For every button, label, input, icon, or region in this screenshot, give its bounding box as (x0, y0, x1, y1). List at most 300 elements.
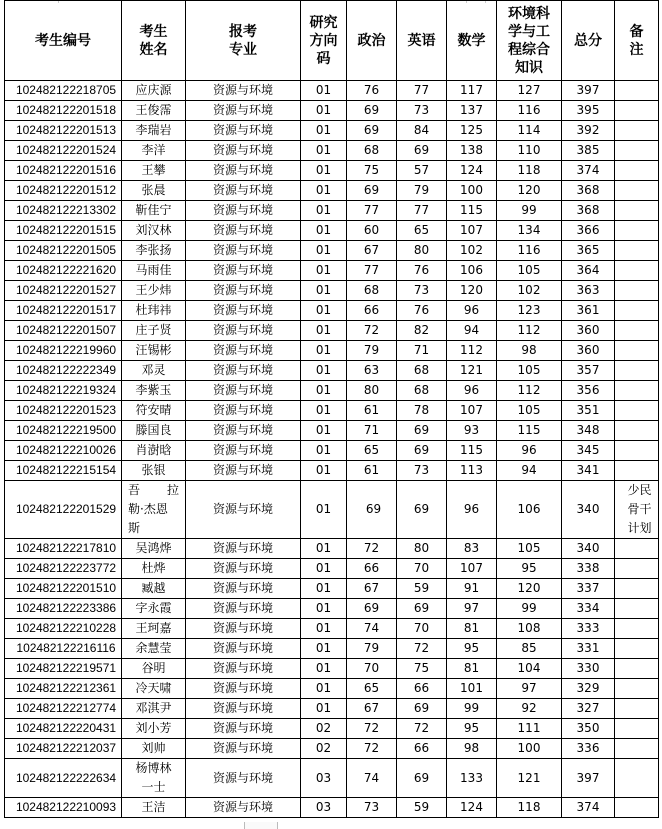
candidate-name: 吴鸿烨 (122, 539, 186, 559)
major: 资源与环境 (186, 659, 301, 679)
candidate-id: 102482122221620 (5, 261, 122, 281)
math-score: 95 (447, 639, 497, 659)
math-score: 97 (447, 599, 497, 619)
direction-code: 01 (301, 301, 347, 321)
table-row (5, 321, 659, 341)
total-score: 338 (562, 559, 615, 579)
candidate-name: 王少炜 (122, 281, 186, 301)
candidate-id: 102482122201515 (5, 221, 122, 241)
politics-score: 67 (347, 699, 397, 719)
candidate-id: 102482122210026 (5, 441, 122, 461)
english-score: 72 (397, 719, 447, 739)
note (615, 679, 659, 699)
env-score: 105 (497, 401, 562, 421)
note (615, 81, 659, 101)
note (615, 659, 659, 679)
major: 资源与环境 (186, 141, 301, 161)
note (615, 719, 659, 739)
header-candidate-id: 考生编号 (5, 1, 122, 81)
header-env-science (497, 1, 562, 81)
candidate-name: 张晨 (122, 181, 186, 201)
total-score: 368 (562, 201, 615, 221)
candidate-name-line1: 杨博林 (135, 761, 172, 775)
english-score: 70 (397, 619, 447, 639)
table-row (5, 441, 659, 461)
table-row (5, 101, 659, 121)
env-score: 112 (497, 321, 562, 341)
total-score: 337 (562, 579, 615, 599)
candidate-name-char-2: 拉 (166, 483, 179, 497)
math-score: 98 (447, 739, 497, 759)
total-score: 392 (562, 121, 615, 141)
english-score: 68 (397, 381, 447, 401)
total-score: 374 (562, 798, 615, 818)
total-score: 364 (562, 261, 615, 281)
candidate-name: 字永霞 (122, 599, 186, 619)
candidate-name: 马雨佳 (122, 261, 186, 281)
table-row (5, 719, 659, 739)
note (615, 639, 659, 659)
header-row (5, 1, 659, 81)
math-score: 99 (447, 699, 497, 719)
env-score: 110 (497, 141, 562, 161)
direction-code: 01 (301, 161, 347, 181)
direction-code: 01 (301, 281, 347, 301)
candidate-id: 102482122210228 (5, 619, 122, 639)
english-score: 69 (397, 441, 447, 461)
candidate-name: 冷天啸 (122, 679, 186, 699)
total-score: 397 (562, 759, 615, 798)
politics-score: 61 (347, 461, 397, 481)
env-score: 120 (497, 181, 562, 201)
major: 资源与环境 (186, 639, 301, 659)
total-score: 331 (562, 639, 615, 659)
note (615, 759, 659, 798)
english-score: 57 (397, 161, 447, 181)
note (615, 241, 659, 261)
note-line3: 计划 (627, 521, 652, 535)
major: 资源与环境 (186, 401, 301, 421)
direction-code: 01 (301, 101, 347, 121)
major: 资源与环境 (186, 461, 301, 481)
direction-code: 02 (301, 739, 347, 759)
major: 资源与环境 (186, 759, 301, 798)
direction-code: 01 (301, 81, 347, 101)
direction-code: 01 (301, 401, 347, 421)
english-score: 77 (397, 201, 447, 221)
english-score: 70 (397, 559, 447, 579)
english-score: 79 (397, 181, 447, 201)
total-score: 368 (562, 181, 615, 201)
table-row (5, 798, 659, 818)
major: 资源与环境 (186, 181, 301, 201)
table-row (5, 81, 659, 101)
candidate-name: 王洁 (122, 798, 186, 818)
candidate-id: 102482122201529 (5, 481, 122, 539)
table-body (5, 81, 659, 818)
env-score: 120 (497, 579, 562, 599)
table-row (5, 341, 659, 361)
env-score: 116 (497, 241, 562, 261)
table-row (5, 401, 659, 421)
header-env-line4: 知识 (515, 59, 543, 76)
candidate-id: 102482122201513 (5, 121, 122, 141)
candidate-name (122, 759, 186, 798)
candidate-id: 102482122201527 (5, 281, 122, 301)
header-note-line2: 注 (629, 41, 644, 58)
note (615, 301, 659, 321)
table-row (5, 141, 659, 161)
direction-code: 01 (301, 619, 347, 639)
header-major-line1: 报考 (229, 23, 257, 40)
direction-code: 01 (301, 381, 347, 401)
candidate-id: 102482122217810 (5, 539, 122, 559)
total-score: 395 (562, 101, 615, 121)
header-note-line1: 备 (629, 23, 644, 40)
english-score: 66 (397, 739, 447, 759)
env-score: 105 (497, 539, 562, 559)
header-env-line2: 学与工 (508, 23, 550, 40)
politics-score: 72 (347, 539, 397, 559)
page-edge-mark-bottom (244, 822, 278, 829)
header-politics: 政治 (347, 1, 397, 81)
total-score: 340 (562, 481, 615, 539)
candidate-name: 王俊霈 (122, 101, 186, 121)
major: 资源与环境 (186, 579, 301, 599)
major: 资源与环境 (186, 101, 301, 121)
major: 资源与环境 (186, 421, 301, 441)
candidate-name: 应庆源 (122, 81, 186, 101)
env-score: 108 (497, 619, 562, 639)
english-score: 73 (397, 101, 447, 121)
politics-score: 65 (347, 441, 397, 461)
table-row (5, 559, 659, 579)
env-score: 127 (497, 81, 562, 101)
math-score: 112 (447, 341, 497, 361)
direction-code: 01 (301, 241, 347, 261)
note (615, 579, 659, 599)
header-total: 总分 (562, 1, 615, 81)
major: 资源与环境 (186, 679, 301, 699)
candidate-id: 102482122223772 (5, 559, 122, 579)
env-score: 98 (497, 341, 562, 361)
total-score: 341 (562, 461, 615, 481)
header-dir-line1: 研究 (309, 14, 338, 31)
direction-code: 03 (301, 798, 347, 818)
english-score: 73 (397, 281, 447, 301)
header-name-line2: 姓名 (139, 41, 168, 58)
politics-score: 69 (347, 181, 397, 201)
candidate-id: 102482122201524 (5, 141, 122, 161)
direction-code: 01 (301, 221, 347, 241)
table-row (5, 241, 659, 261)
major: 资源与环境 (186, 798, 301, 818)
table-row (5, 739, 659, 759)
table-row (5, 201, 659, 221)
candidate-name (122, 481, 186, 539)
env-score: 115 (497, 421, 562, 441)
candidate-name: 刘小芳 (122, 719, 186, 739)
candidate-name: 庄子贤 (122, 321, 186, 341)
total-score: 357 (562, 361, 615, 381)
candidate-name: 杜玮祎 (122, 301, 186, 321)
candidate-id: 102482122220431 (5, 719, 122, 739)
candidate-id: 102482122201517 (5, 301, 122, 321)
english-score: 69 (397, 141, 447, 161)
major: 资源与环境 (186, 341, 301, 361)
major: 资源与环境 (186, 221, 301, 241)
note (615, 221, 659, 241)
header-name-line1: 考生 (139, 23, 168, 40)
table-row (5, 539, 659, 559)
math-score: 94 (447, 321, 497, 341)
note (615, 619, 659, 639)
math-score: 83 (447, 539, 497, 559)
english-score: 76 (397, 261, 447, 281)
env-score: 123 (497, 301, 562, 321)
politics-score: 72 (347, 739, 397, 759)
candidate-id: 102482122219571 (5, 659, 122, 679)
direction-code: 01 (301, 679, 347, 699)
politics-score: 66 (347, 301, 397, 321)
total-score: 366 (562, 221, 615, 241)
table-row (5, 421, 659, 441)
candidate-name: 滕国良 (122, 421, 186, 441)
candidate-name: 余慧莹 (122, 639, 186, 659)
table-row (5, 679, 659, 699)
note (615, 401, 659, 421)
table-row (5, 381, 659, 401)
major: 资源与环境 (186, 599, 301, 619)
env-score: 118 (497, 798, 562, 818)
candidate-name: 张银 (122, 461, 186, 481)
direction-code: 01 (301, 321, 347, 341)
direction-code: 01 (301, 539, 347, 559)
major: 资源与环境 (186, 481, 301, 539)
table-row (5, 619, 659, 639)
note (615, 181, 659, 201)
politics-score: 67 (347, 241, 397, 261)
major: 资源与环境 (186, 381, 301, 401)
note (615, 261, 659, 281)
total-score: 361 (562, 301, 615, 321)
english-score: 59 (397, 798, 447, 818)
table-row (5, 659, 659, 679)
politics-score: 70 (347, 659, 397, 679)
candidate-id: 102482122212361 (5, 679, 122, 699)
english-score: 80 (397, 241, 447, 261)
table-row (5, 639, 659, 659)
candidate-name: 肖澍晗 (122, 441, 186, 461)
total-score: 334 (562, 599, 615, 619)
candidate-name-line2: 勒·杰恩 (128, 502, 168, 516)
total-score: 336 (562, 739, 615, 759)
total-score: 329 (562, 679, 615, 699)
note-line1: 少民 (627, 483, 652, 497)
direction-code: 01 (301, 441, 347, 461)
math-score: 133 (447, 759, 497, 798)
politics-score: 73 (347, 798, 397, 818)
total-score: 327 (562, 699, 615, 719)
math-score: 115 (447, 201, 497, 221)
politics-score: 77 (347, 201, 397, 221)
note (615, 441, 659, 461)
total-score: 330 (562, 659, 615, 679)
politics-score: 69 (347, 101, 397, 121)
env-score: 112 (497, 381, 562, 401)
note (615, 739, 659, 759)
env-score: 105 (497, 261, 562, 281)
math-score: 93 (447, 421, 497, 441)
math-score: 117 (447, 81, 497, 101)
direction-code: 02 (301, 719, 347, 739)
major: 资源与环境 (186, 699, 301, 719)
note (615, 798, 659, 818)
candidate-id: 102482122218705 (5, 81, 122, 101)
admission-scores-table (4, 0, 659, 818)
direction-code: 01 (301, 361, 347, 381)
candidate-name: 王珂嘉 (122, 619, 186, 639)
env-score: 92 (497, 699, 562, 719)
major: 资源与环境 (186, 261, 301, 281)
total-score: 340 (562, 539, 615, 559)
politics-score: 61 (347, 401, 397, 421)
table-row (5, 461, 659, 481)
direction-code: 01 (301, 559, 347, 579)
politics-score: 72 (347, 719, 397, 739)
english-score: 69 (397, 599, 447, 619)
candidate-name: 李瑞岩 (122, 121, 186, 141)
candidate-id: 102482122212037 (5, 739, 122, 759)
env-score: 134 (497, 221, 562, 241)
table-row (5, 261, 659, 281)
note (615, 539, 659, 559)
env-score: 97 (497, 679, 562, 699)
politics-score: 75 (347, 161, 397, 181)
table-row (5, 361, 659, 381)
direction-code: 01 (301, 481, 347, 539)
note (615, 461, 659, 481)
total-score: 360 (562, 321, 615, 341)
header-english: 英语 (397, 1, 447, 81)
env-score: 85 (497, 639, 562, 659)
note (615, 101, 659, 121)
total-score: 363 (562, 281, 615, 301)
english-score: 78 (397, 401, 447, 421)
candidate-id: 102482122216116 (5, 639, 122, 659)
major: 资源与环境 (186, 559, 301, 579)
major: 资源与环境 (186, 281, 301, 301)
total-score: 351 (562, 401, 615, 421)
candidate-name: 李洋 (122, 141, 186, 161)
note (615, 381, 659, 401)
env-score: 111 (497, 719, 562, 739)
header-direction-code (301, 1, 347, 81)
candidate-id: 102482122219500 (5, 421, 122, 441)
direction-code: 01 (301, 659, 347, 679)
politics-score: 74 (347, 759, 397, 798)
env-score: 116 (497, 101, 562, 121)
direction-code: 01 (301, 341, 347, 361)
math-score: 96 (447, 381, 497, 401)
table-row (5, 599, 659, 619)
major: 资源与环境 (186, 619, 301, 639)
candidate-id: 102482122222349 (5, 361, 122, 381)
candidate-id: 102482122201510 (5, 579, 122, 599)
english-score: 82 (397, 321, 447, 341)
env-score: 121 (497, 759, 562, 798)
math-score: 100 (447, 181, 497, 201)
note-line2: 骨干 (627, 502, 652, 516)
env-score: 102 (497, 281, 562, 301)
math-score: 124 (447, 161, 497, 181)
candidate-id: 102482122212774 (5, 699, 122, 719)
direction-code: 01 (301, 639, 347, 659)
candidate-id: 102482122219960 (5, 341, 122, 361)
candidate-name: 臧越 (122, 579, 186, 599)
english-score: 71 (397, 341, 447, 361)
header-env-line1: 环境科 (508, 5, 550, 22)
direction-code: 01 (301, 461, 347, 481)
english-score: 65 (397, 221, 447, 241)
header-dir-line2: 方向 (309, 32, 338, 49)
candidate-name: 邓灵 (122, 361, 186, 381)
math-score: 124 (447, 798, 497, 818)
total-score: 365 (562, 241, 615, 261)
math-score: 81 (447, 659, 497, 679)
major: 资源与环境 (186, 321, 301, 341)
total-score: 348 (562, 421, 615, 441)
table-row (5, 699, 659, 719)
table-row (5, 221, 659, 241)
math-score: 113 (447, 461, 497, 481)
major: 资源与环境 (186, 121, 301, 141)
candidate-id: 102482122201516 (5, 161, 122, 181)
candidate-id: 102482122223386 (5, 599, 122, 619)
note (615, 141, 659, 161)
english-score: 72 (397, 639, 447, 659)
math-score: 95 (447, 719, 497, 739)
politics-score: 63 (347, 361, 397, 381)
english-score: 80 (397, 539, 447, 559)
note (615, 481, 659, 539)
math-score: 96 (447, 481, 497, 539)
table-row (5, 301, 659, 321)
note (615, 161, 659, 181)
candidate-name: 李紫玉 (122, 381, 186, 401)
env-score: 105 (497, 361, 562, 381)
math-score: 125 (447, 121, 497, 141)
english-score: 69 (397, 759, 447, 798)
env-score: 99 (497, 201, 562, 221)
env-score: 100 (497, 739, 562, 759)
math-score: 106 (447, 261, 497, 281)
env-score: 118 (497, 161, 562, 181)
english-score: 68 (397, 361, 447, 381)
table-row (5, 161, 659, 181)
env-score: 94 (497, 461, 562, 481)
direction-code: 01 (301, 201, 347, 221)
candidate-name: 杜烨 (122, 559, 186, 579)
math-score: 121 (447, 361, 497, 381)
candidate-id: 102482122201505 (5, 241, 122, 261)
math-score: 115 (447, 441, 497, 461)
politics-score: 74 (347, 619, 397, 639)
politics-score: 71 (347, 421, 397, 441)
header-note (615, 1, 659, 81)
english-score: 75 (397, 659, 447, 679)
politics-score: 76 (347, 81, 397, 101)
